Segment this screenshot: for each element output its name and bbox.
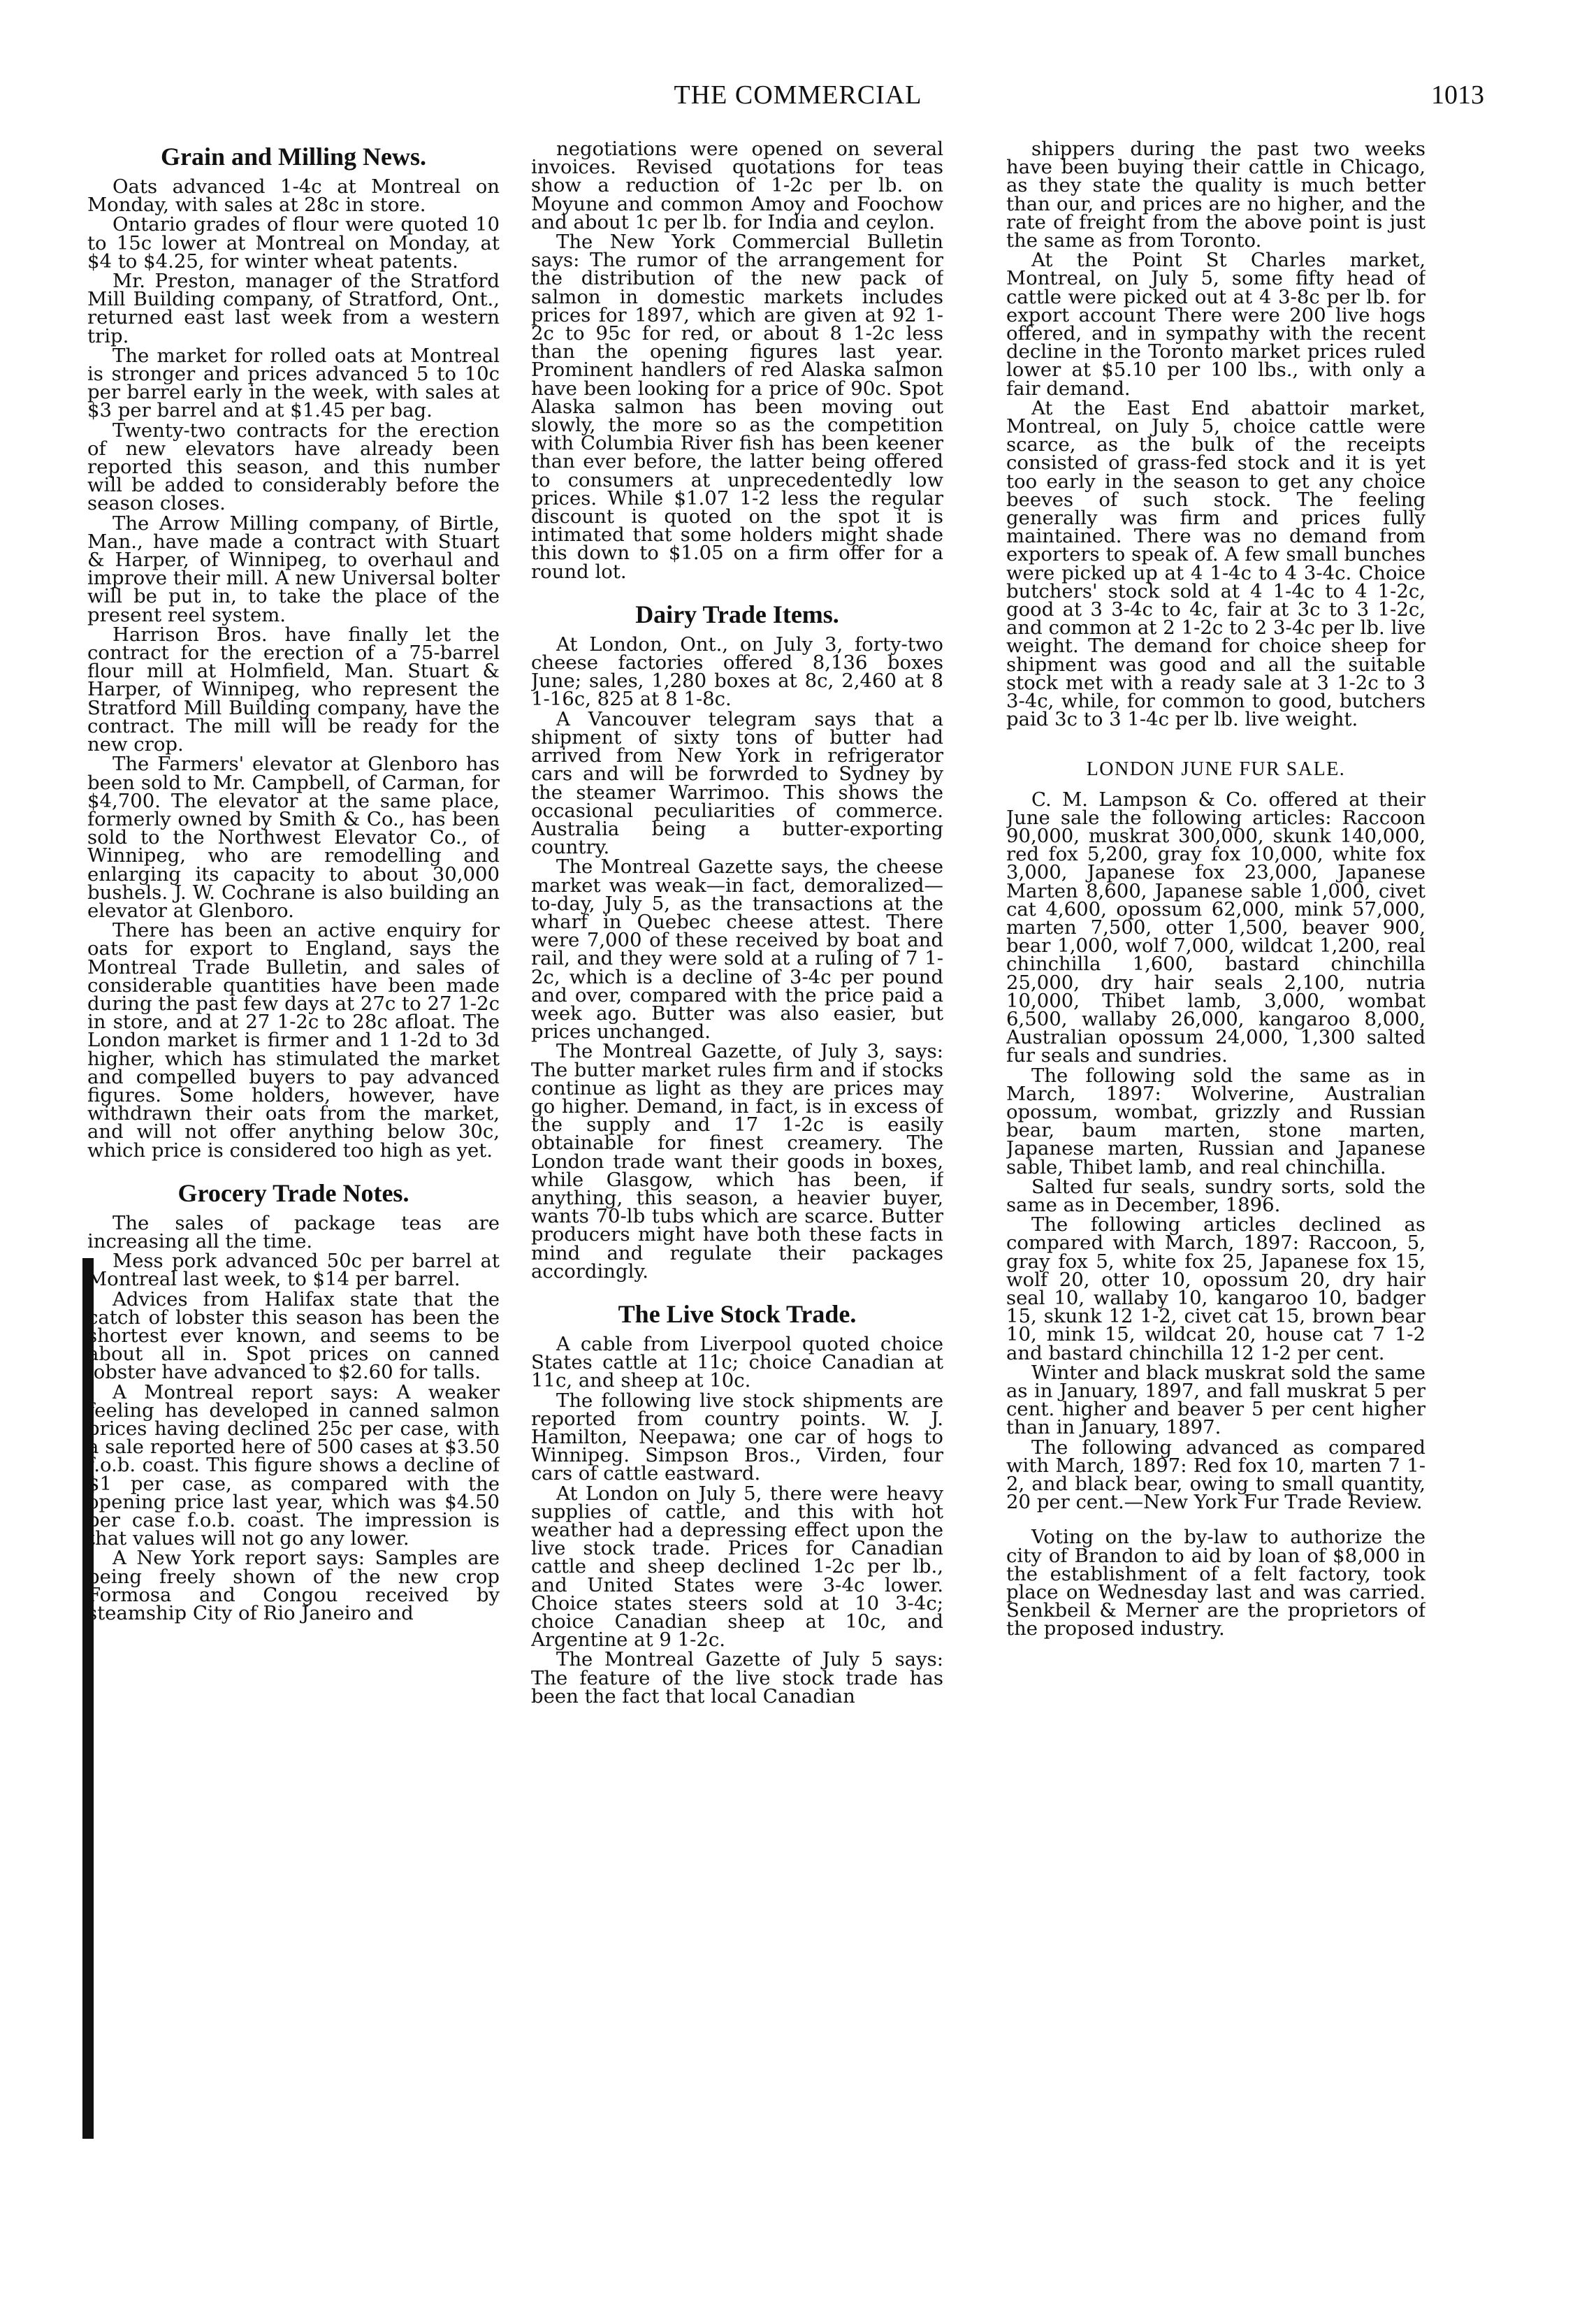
page-number: 1013 <box>1431 80 1484 110</box>
article-paragraph: Voting on the by-law to authorize the city of Brandon to aid by loan of $8,000 in the establishment of a felt factory, took place on Wednesday last and was carried. Senkbeil & Merner are the proprietors of the proposed industry. <box>1006 1526 1425 1640</box>
article-paragraph: Mess pork advanced 50c per barrel at Montreal last week, to $14 per barrel. <box>87 1250 500 1291</box>
article-paragraph: Advices from Halifax state that the catch of lobster this season has been the shortest ever known, and seems to be about all in. Spot prices on canned lobster have advanced to $2.60 for talls. <box>87 1287 500 1384</box>
article-paragraph: Oats advanced 1-4c at Montreal on Monday, with sales at 28c in store. <box>87 175 500 217</box>
article-paragraph: The Montreal Gazette, of July 3, says: The butter market rules firm and if stocks continue as light as they are prices may go higher. Demand, in fact, is in excess of the supply and 17 1-2c is easily obtainable for finest creamery. The London trade want their goods in boxes, while Glasgow, which has been, if anything, this season, a heavier buyer, wants 70-lb tubs which are scarce. Butter producers might have both these facts in mind and regulate their packages accordingly. <box>531 1040 943 1283</box>
article-paragraph: The Montreal Gazette of July 5 says: The feature of the live stock trade has been the fact that local Canadian <box>531 1648 943 1708</box>
article-paragraph: Mr. Preston, manager of the Stratford Mill Building company, of Stratford, Ont., returned east last week from a western trip. <box>87 270 500 347</box>
column-3 <box>1006 140 1425 2279</box>
article-paragraph: A cable from Liverpool quoted choice States cattle at 11c; choice Canadian at 11c, and sheep at 10c. <box>531 1332 943 1392</box>
article-paragraph: The Montreal Gazette says, the cheese market was weak—in fact, demoralized—to-day, July 5, as the transactions at the wharf in Quebec cheese attest. There were 7,000 of these received by boat and rail, and they were sold at a ruling of 7 1-2c, which is a decline of 3-4c per pound and over, compared with the price paid a week ago. Butter was also easier, but prices unchanged. <box>531 856 943 1044</box>
article-paragraph: The Arrow Milling company, of Birtle, Man., have made a contract with Stuart & Harper, of Winnipeg, to overhaul and improve their mill. A new Universal bolter will be put in, to take the place of the present reel system. <box>87 512 500 626</box>
article-paragraph: At London on July 5, there were heavy supplies of cattle, and this with hot weather had a depressing effect upon the live stock trade. Prices for Canadian cattle and sheep declined 1-2c per lb., and United States were 3-4c lower. Choice states steers sold at 10 3-4c; choice Canadian sheep at 10c, and Argentine at 9 1-2c. <box>531 1482 943 1652</box>
article-paragraph: Harrison Bros. have finally let the contract for the erection of a 75-barrel flour mill at Holmfield, Man. Stuart & Harper, of Winnipeg, who represent the Stratford Mill Building company, have the contract. The mill will be ready for the new crop. <box>87 623 500 756</box>
page-header <box>0 75 1596 117</box>
section-separator <box>531 582 943 598</box>
article-paragraph: negotiations were opened on several invoices. Revised quotations for teas show a reduction of 1-2c per lb. on Moyune and common Amoy and Foochow and about 1c per lb. for India and ceylon. <box>531 140 943 233</box>
article-paragraph: The market for rolled oats at Montreal is stronger and prices advanced 5 to 10c per barrel early in the week, with sales at $3 per barrel and at $1.45 per bag. <box>87 344 500 422</box>
headline-grocery-trade-notes: Grocery Trade Notes. <box>177 1178 409 1207</box>
article-paragraph: At London, Ont., on July 3, forty-two cheese factories offered 8,136 boxes June; sales, 1,280 boxes at 8c, 2,460 at 8 1-16c, 825 at 8 1-8c. <box>531 633 943 711</box>
headline-london-june-fur-sale: LONDON JUNE FUR SALE. <box>1086 758 1346 780</box>
section-separator <box>531 1282 943 1297</box>
headline-the-live-stock-trade: The Live Stock Trade. <box>618 1299 857 1328</box>
article-paragraph: A Montreal report says: A weaker feeling has developed in canned salmon prices having declined 25c per case, with a sale reported here of 500 cases at $3.50 f.o.b. coast. This figure shows a decline of $1 per case, as compared with the opening price last year, which was $4.50 per case f.o.b. coast. The impression is that values will not go any lower. <box>87 1380 500 1550</box>
article-paragraph: Twenty-two contracts for the erection of new elevators have already been reported this season, and this number will be added to considerably before the season closes. <box>87 419 500 515</box>
article-paragraph: The New York Commercial Bulletin says: The rumor of the arrangement for the distribution of the new pack of salmon in domestic markets includes prices for 1897, which are given at 92 1-2c to 95c for red, or about 8 1-2c less than the opening figures last year. Prominent handlers of red Alaska salmon have been looking for a price of 90c. Spot Alaska salmon has been moving out slowly, the more so as the competition with Columbia River fish has been keener than ever before, the latter being offered to consumers at unprecedentedly low prices. While $1.07 1-2 less the regular discount is quoted on the spot it is intimated that some holders might shade this down to $1.05 on a firm offer for a round lot. <box>531 231 943 583</box>
article-paragraph: A Vancouver telegram says that a shipment of sixty tons of butter had arrived from New York in refrigerator cars and will be forwrded to Sydney by the steamer Warrimoo. This shows the occasional peculiarities of commerce. Australia being a butter-exporting country. <box>531 707 943 859</box>
article-paragraph: The following sold the same as in March, 1897: Wolverine, Australian opossum, wombat, grizzly and Russian bear, baum marten, stone marten, Japanese marten, Russian and Japanese sable, Thibet lamb, and real chinchilla. <box>1006 1064 1425 1178</box>
article-paragraph: C. M. Lampson & Co. offered at their June sale the following articles: Raccoon 90,000, muskrat 300,000, skunk 140,000, red fox 5,200, gray fox 10,000, white fox 3,000, Japanese fox 23,000, Japanese Marten 8,600, Japanese sable 1,000, civet cat 4,600, opossum 62,000, mink 57,000, marten 7,500, otter 1,500, beaver 900, bear 1,000, wolf 7,000, wildcat 1,200, real chinchilla 1,600, bastard chinchilla 25,000, dry hair seals 2,100, nutria 10,000, Thibet lamb, 3,000, wombat 6,500, wallaby 26,000, kangaroo 8,000, Australian opossum 24,000, 1,300 salted fur seals and sundries. <box>1006 788 1425 1067</box>
article-paragraph: Winter and black muskrat sold the same as in January, 1897, and fall muskrat 5 per cent. higher and beaver 5 per cent higher than in January, 1897. <box>1006 1361 1425 1439</box>
article-paragraph: shippers during the past two weeks have been buying their cattle in Chicago, as they state the quality is much better than our, and prices are no higher, and the rate of freight from the above point is just the same as from Toronto. <box>1006 140 1425 252</box>
article-paragraph: The following advanced as compared with March, 1897: Red fox 10, marten 7 1-2, and black bear, owing to small quantity, 20 per cent.—New York Fur Trade Review. <box>1006 1436 1425 1514</box>
article-paragraph: Ontario grades of flour were quoted 10 to 15c lower at Montreal on Monday, at $4 to $4.25, for winter wheat patents. <box>87 213 500 273</box>
section-separator <box>87 1161 500 1176</box>
headline-grain-and-milling-news: Grain and Milling News. <box>160 143 427 171</box>
column-2 <box>531 140 943 2279</box>
article-paragraph: The following articles declined as compared with March, 1897: Raccoon, 5, gray fox 5, white fox 25, Japanese fox 15, wolf 20, otter 10, opossum 20, dry hair seal 10, wallaby 10, kangaroo 10, badger 15, skunk 12 1-2, civet cat 15, brown bear 10, mink 15, wildcat 20, house cat 7 1-2 and bastard chinchilla 12 1-2 per cent. <box>1006 1213 1425 1364</box>
headline-dairy-trade-items: Dairy Trade Items. <box>635 600 839 628</box>
article-paragraph: Salted fur seals, sundry sorts, sold the same as in December, 1896. <box>1006 1175 1425 1216</box>
article-paragraph: A New York report says: Samples are being freely shown of the new crop Formosa and Congou received by steamship City of Rio Janeiro and <box>87 1547 500 1625</box>
article-paragraph: The following live stock shipments are reported from country points. W. J. Hamilton, Neepawa; one car of hogs to Winnipeg. Simpson Bros., Virden, four cars of cattle eastward. <box>531 1389 943 1485</box>
article-paragraph: The Farmers' elevator at Glenboro has been sold to Mr. Campbell, of Carman, for $4,700. The elevator at the same place, formerly owned by Smith & Co., has been sold to the Northwest Elevator Co., of Winnipeg, who are remodelling and enlarging its capacity to about 30,000 bushels. J. W. Cochrane is also building an elevator at Glenboro. <box>87 753 500 922</box>
article-paragraph: At the East End abattoir market, Montreal, on July 5, choice cattle were scarce, as the bulk of the receipts consisted of grass-fed stock and it is yet too early in the season to get any choice beeves of such stock. The feeling generally was firm and prices fully maintained. There was no demand from exporters to speak of. A few small bunches were picked up at 4 1-4c to 4 3-4c. Choice butchers' stock sold at 4 1-4c to 4 1-2c, good at 3 3-4c to 4c, fair at 3c to 3 1-2c, and common at 2 1-2c to 2 3-4c per lb. live weight. The demand for choice sheep for shipment was good and all the suitable stock met with a ready sale at 3 1-2c to 3 3-4c, while, for common to good, butchers paid 3c to 3 1-4c per lb. live weight. <box>1006 396 1425 731</box>
article-paragraph: There has been an active enquiry for oats for export to England, says the Montreal Trade Bulletin, and sales of considerable quantities have been made during the past few days at 27c to 27 1-2c in store, and at 27 1-2c to 28c afloat. The London market is firmer and 1 1-2d to 3d higher, which has stimulated the market and compelled buyers to pay advanced figures. Some holders, however, have withdrawn their oats from the market, and will not offer anything below 30c, which price is considered too high as yet. <box>87 919 500 1162</box>
section-separator <box>1006 730 1425 746</box>
article-paragraph: The sales of package teas are increasing all the time. <box>87 1211 500 1253</box>
article-paragraph: At the Point St Charles market, Montreal, on July 5, some fifty head of cattle were picked out at 4 3-8c per lb. for export account There were 200 live hogs offered, and in sympathy with the recent decline in the Toronto market prices ruled lower at $5.10 per 100 lbs., with only a fair demand. <box>1006 249 1425 400</box>
column-1 <box>87 140 500 2279</box>
running-title: THE COMMERCIAL <box>674 80 922 110</box>
